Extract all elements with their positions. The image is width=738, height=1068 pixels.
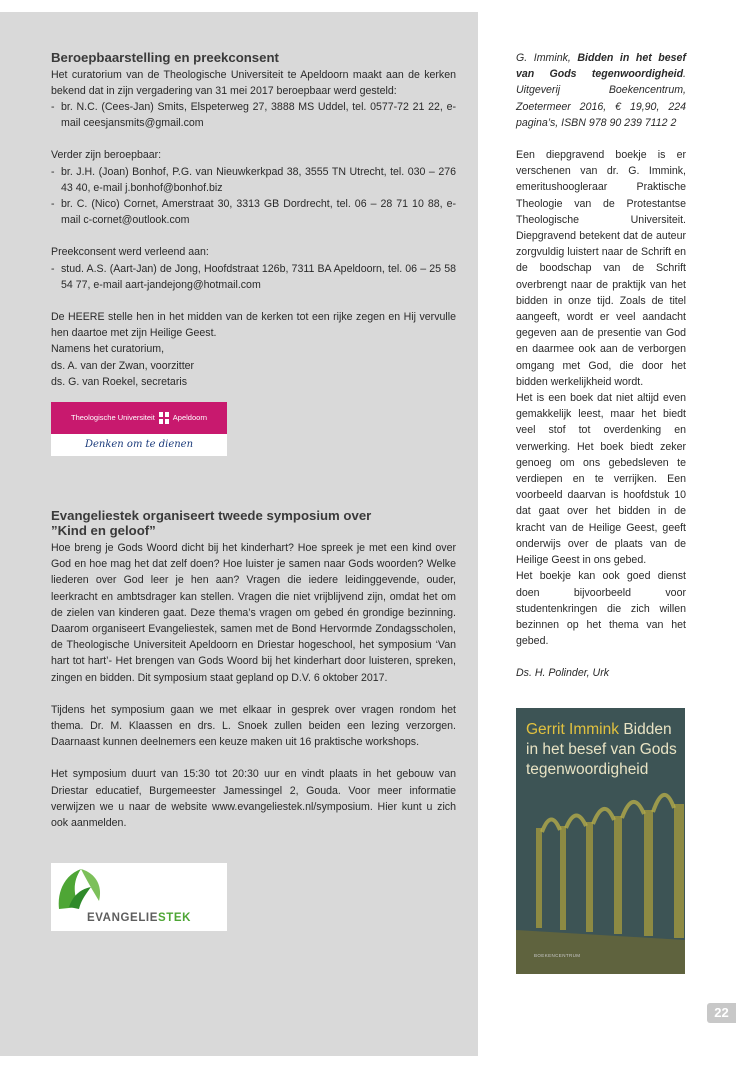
review-paragraph: Het boekje kan ook goed dienst doen bijvoorbeeld voor studentenkringen die zich willen bezinnen op het thema van het gebed. — [516, 570, 686, 648]
article-intro: Het curatorium van de Theologische Universiteit te Apeldoorn maakt aan de kerken bekend dat in zijn vergadering van 31 mei 2017 beroepbaar werd gesteld: — [51, 68, 456, 97]
page-number: 22 — [707, 1003, 736, 1023]
preekconsent-label: Preekconsent werd verleend aan: — [51, 246, 209, 259]
logo-slogan: Denken om te dienen — [84, 438, 194, 450]
article-heading-beroepbaarstelling: Beroepbaarstelling en preekconsent — [51, 50, 279, 65]
evangeliestek-logo — [51, 863, 227, 931]
book-citation: G. Immink, Bidden in het besef van Gods tegenwoordigheid. Uitgeverij Boekencentrum, Zoetermeer 2016, € 19,90, 224 pagina’s, ISBN 978 90 239 7112 2 — [516, 52, 686, 129]
signature-line: Namens het curatorium, — [51, 343, 165, 356]
further-label: Verder zijn beroepbaar: — [51, 149, 162, 162]
theologische-universiteit-logo — [51, 402, 227, 456]
logo-name-right: Apeldoorn — [172, 412, 207, 422]
review-paragraph: Het is een boek dat niet altijd even gemakkelijk leest, maar het biedt veel stof tot overdenking en verwerking. Het boek biedt zeker genoeg om ons gebedsleven te verdiepen en te verrijken. Een voorbeeld daarvan is hoofdstuk 10 dat gaat over het bidden in de kracht van de Heilige Geest, geeft onderwijs over de plaats van de Heilige Geest in ons gebed. — [516, 392, 686, 567]
right-column — [516, 50, 686, 682]
list-item: - br. J.H. (Joan) Bonhof, P.G. van Nieuwkerkpad 38, 3555 TN Utrecht, tel. 030 – 276 43 40, e-mail j.bonhof@bonhof.biz — [51, 164, 456, 196]
left-column — [51, 50, 456, 931]
blessing-text: De HEERE stelle hen in het midden van de kerken tot een rijke zegen en Hij vervulle hen daartoe met zijn Heilige Geest. — [51, 310, 456, 340]
book-cover-title: Gerrit Immink Bidden in het besef van Gods tegenwoordigheid — [526, 721, 677, 778]
article-paragraph: Hoe breng je Gods Woord dicht bij het kinderhart? Hoe spreek je met een kind over God en hoe mag het dat zelf doen? Hoe luister je samen naar Gods woorden? Welke liederen over God leer je hen aan? Vragen die iedere leidinggevende, ouder, leerkracht en ambtsdrager kan stellen. Vragen die niet vrijblijvend zijn, omdat het om de zielen van kinderen gaat. Deze thema’s vragen om gebed én grondige bezinning. Daarom organiseert Evangeliestek, samen met de Bond Hervormde Zondagsscholen, de Theologische Universiteit Apeldoorn en Driestar hogeschool, het symposium ‘Van hart tot hart’- Het brengen van Gods Woord bij het kinderhart door luisteren, spreken, zingen en bidden. Dit symposium staat gepland op D.V. 6 oktober 2017. — [51, 541, 456, 684]
article-heading-symposium: Evangeliestek organiseert tweede symposium over ”Kind en geloof” — [51, 507, 372, 539]
list-item: - stud. A.S. (Aart-Jan) de Jong, Hoofdstraat 126b, 7311 BA Apeldoorn, tel. 06 – 25 58 54 77, e-mail aart-jandejong@hotmail.com — [51, 261, 456, 293]
logo-wordmark: EVANGELIESTEK — [87, 912, 192, 925]
candidate-list — [51, 99, 456, 131]
list-item: - br. C. (Nico) Cornet, Amerstraat 30, 3313 GB Dordrecht, tel. 06 – 28 71 10 88, e-mail c-cornet@outlook.com — [51, 196, 456, 228]
book-cover-image — [516, 708, 685, 974]
review-signature: Ds. H. Polinder, Urk — [516, 667, 610, 680]
article-paragraph: Het symposium duurt van 15:30 tot 20:30 uur en vindt plaats in het gebouw van Driestar educatief, Burgemeester Jamessingel 2, Gouda. Voor meer informatie verwijzen we u naar de website www.evangeliestek.nl/symposium. Hier kunt u zich ook aanmelden. — [51, 768, 456, 829]
logo-name-left: Theologische Universiteit — [71, 412, 155, 422]
candidate-list — [51, 164, 456, 229]
book-title: Bidden in het besef van Gods tegenwoordigheid — [516, 52, 686, 81]
review-paragraph: Een diepgravend boekje is er verschenen van dr. G. Immink, emeritushoogleraar Praktische Theologie van de Protestantse Theologische Universiteit. Diepgravend betekent dat de auteur zorgvuldig luistert naar de Schrift en de boodschap van de Schrift overbrengt naar de praktijk van het bidden in onze tijd. Zoals de titel aangeeft, wordt er veel aandacht gegeven aan de presentie van God en daarmee ook aan de verborgen omgang met God, die door het bidden werkelijkheid wordt. — [516, 149, 686, 388]
list-item: - br. N.C. (Cees-Jan) Smits, Elspeterweg 27, 3888 MS Uddel, tel. 0577-72 21 22, e-mail ceesjansmits@gmail.com — [51, 99, 456, 131]
signature-line: ds. G. van Roekel, secretaris — [51, 375, 188, 388]
cross-icon — [159, 412, 169, 424]
signature-line: ds. A. van der Zwan, voorzitter — [51, 359, 195, 372]
student-list — [51, 261, 456, 293]
logo-band — [51, 402, 227, 434]
book-cover-publisher: BOEKENCENTRUM — [534, 953, 581, 958]
article-paragraph: Tijdens het symposium gaan we met elkaar in gesprek over vragen rondom het thema. Dr. M. Klaassen en drs. L. Snoek zullen beiden een lezing verzorgen. Daarnaast kunnen deelnemers een keuze maken uit 16 praktische workshops. — [51, 703, 456, 749]
